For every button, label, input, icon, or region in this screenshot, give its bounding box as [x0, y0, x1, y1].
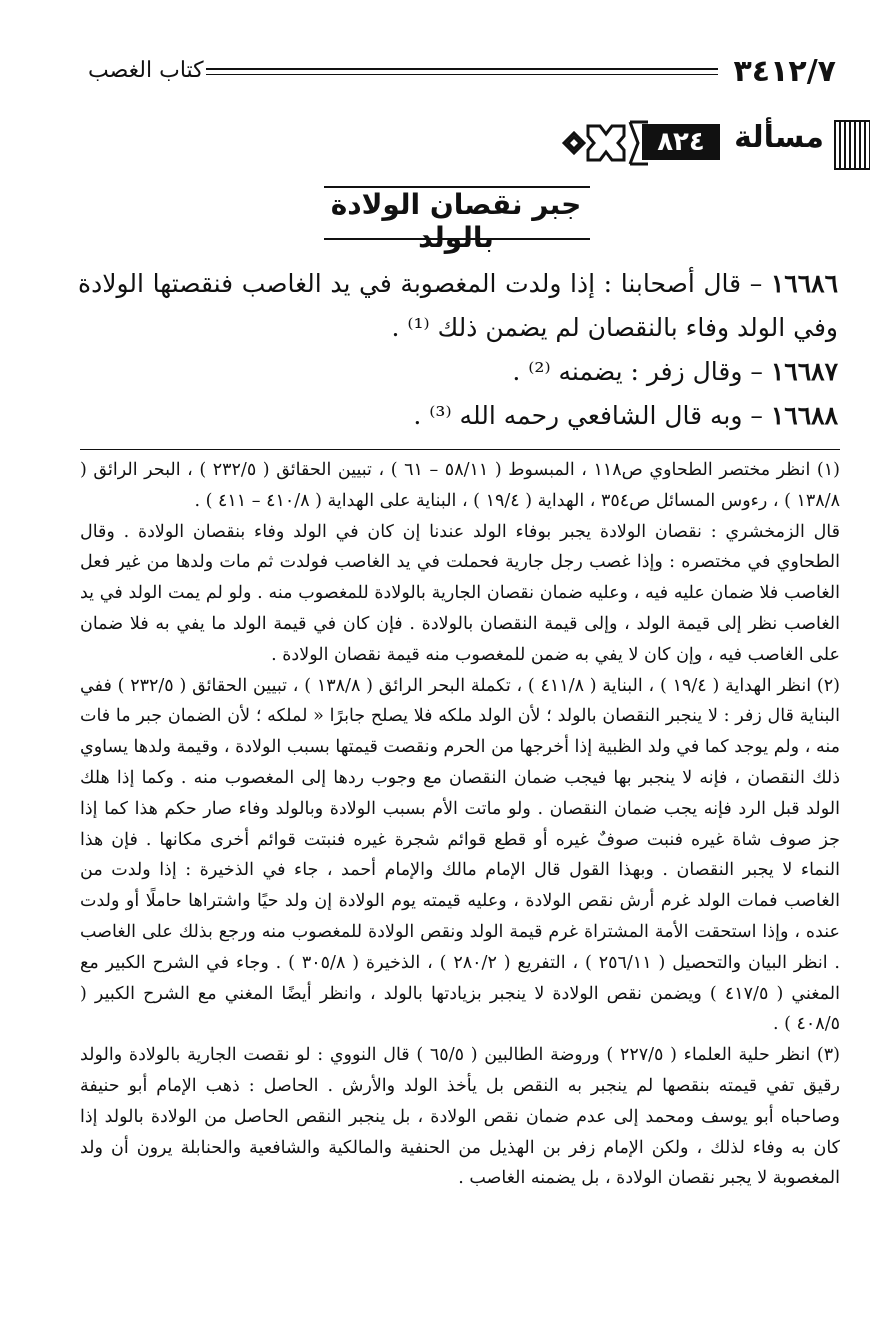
paragraph-text: – وبه قال الشافعي رحمه الله ⁽³⁾ . [413, 401, 763, 430]
paragraph-number: ١٦٦٨٦ [770, 269, 838, 298]
chapter-title: جبر نقصان الولادة بالولد [330, 188, 582, 254]
footnote: (٢) انظر الهداية ( ١٩/٤ ) ، البناية ( ٤١١/٨ ) ، تكملة البحر الرائق ( ١٣٨/٨ ) ، تبيين الحقائق ( ٢٣٢/٥ ) ففي البناية قال زفر : لا ينجبر النقصان بالولد ؛ لأن الولد ملكه فلا يصلح جابرًا « لملكه ؛ لأن الضمان جبر ما فات منه ، ولم يوجد كما في ولد الظبية إذا أخرجها من الحرم ونقصت قيمتها بسبب الولادة ، وقيمة ولدها يساوي ذلك النقصان ، فإنه لا ينجبر بها فيجب ضمان النقصان مع وجوب ردها إلى المغصوب منه . وكما إذا هلك الولد قبل الرد فإنه يجب ضمان النقصان . ولو ماتت الأم بسبب الولادة وبالولد وفاء صار حكم هذا كما إذا جز صوف شاة غيره فنبت صوفٌ غيره أو قطع قوائم شجرة غيره فنبتت قوائم أخرى مكانها . فإن هذا النماء لا يجبر النقصان . وبهذا القول قال الإمام مالك والإمام أحمد ، جاء في الذخيرة : إذا ولدت من الغاصب فمات الولد غرم أرش نقص الولادة ، وعليه قيمته يوم الولادة إن ولد حيًا واشتراها حاملًا أو ولدت عنده ، وإذا استحقت الأمة المشتراة غرم قيمة الولد ونقص الولادة للمغصوب منه ورجع بذلك على الغاصب . انظر البيان والتحصيل ( ٢٥٦/١١ ) ، التفريع ( ٢٨٠/٢ ) ، الذخيرة ( ٣٠٥/٨ ) . وجاء في الشرح الكبير مع المغني ( ٤١٧/٥ ) ويضمن نقص الولادة لا ينجبر بزيادتها بالولد ، وانظر أيضًا المغني مع الشرح الكبير ( ٤٠٨/٥ ) . [80, 675, 840, 1035]
masalah-number: ٨٢٤ [642, 124, 720, 160]
paragraph-text: – قال أصحابنا : إذا ولدت المغصوبة في يد الغاصب فنقصتها الولادة وفي الولد وفاء بالنقصان لم يضمن ذلك ⁽¹⁾ . [78, 269, 838, 342]
footnote: (٣) انظر حلية العلماء ( ٢٢٧/٥ ) وروضة الطالبين ( ٦٥/٥ ) قال النووي : لو نقصت الجارية بالولادة والولد رقيق تفي قيمته بنقصها لم ينجبر به النقص بل يأخذ الولد والأرش . الحاصل : ذهب الإمام أبو حنيفة وصاحباه أبو يوسف ومحمد إلى عدم ضمان نقص الولادة ، بل ينجبر النقص الحاصل من الولادة بالولد إذا كان به وفاء لذلك ، ولكن الإمام زفر بن الهذيل من الحنفية والمالكية والشافعية والحنابلة يرون أن ولد المغصوبة لا يجبر نقصان الولادة ، بل يضمنه الغاصب . [80, 1045, 840, 1189]
footnote-separator [80, 449, 840, 450]
footnotes [80, 455, 840, 1194]
masalah-banner [560, 112, 879, 174]
geometric-ornament-icon [560, 116, 652, 170]
paragraph [78, 262, 838, 350]
paragraph-text: – وقال زفر : يضمنه ⁽²⁾ . [512, 357, 763, 386]
masalah-label: مسألة [734, 120, 824, 155]
barcode-ornament-icon [834, 120, 870, 170]
paragraph [78, 394, 838, 438]
footnote: قال الزمخشري : نقصان الولادة يجبر بوفاء الولد عندنا إن كان في الولد وفاء بنقصان الولادة . وقال الطحاوي في مختصره : وإذا غصب رجل جارية فحملت في يد الغاصب فولدت ثم مات ولدها من غير فعل الغاصب فلا ضمان عليه فيه ، وعليه ضمان نقصان الجارية بالولادة للمغصوب منه . ولو لم يمت الولد في يد الغاصب نظر إلى قيمة الولد ، وإلى قيمة النقصان بالولادة . فإن كان في قيمة الولد ما يفي به فلا ضمان على الغاصب فيه ، وإن كان لا يفي به ضمن للمغصوب منه قيمة نقصان الولادة . [80, 521, 840, 665]
footnote: (١) انظر مختصر الطحاوي ص١١٨ ، المبسوط ( ٥٨/١١ – ٦١ ) ، تبيين الحقائق ( ٢٣٢/٥ ) ، البحر الرائق ( ١٣٨/٨ ) ، رءوس المسائل ص٣٥٤ ، الهداية ( ١٩/٤ ) ، البناية على الهداية ( ٤١٠/٨ – ٤١١ ) . [80, 460, 840, 511]
running-header [88, 48, 836, 88]
page-number: ٣٤١٢/٧ [733, 54, 836, 89]
title-bottom-rule [324, 238, 590, 240]
main-text [78, 262, 838, 438]
paragraph-number: ١٦٦٨٨ [770, 401, 838, 430]
header-rule [206, 68, 718, 75]
book-title: كتاب الغصب [88, 58, 204, 83]
paragraph-number: ١٦٦٨٧ [770, 357, 838, 386]
paragraph [78, 350, 838, 394]
